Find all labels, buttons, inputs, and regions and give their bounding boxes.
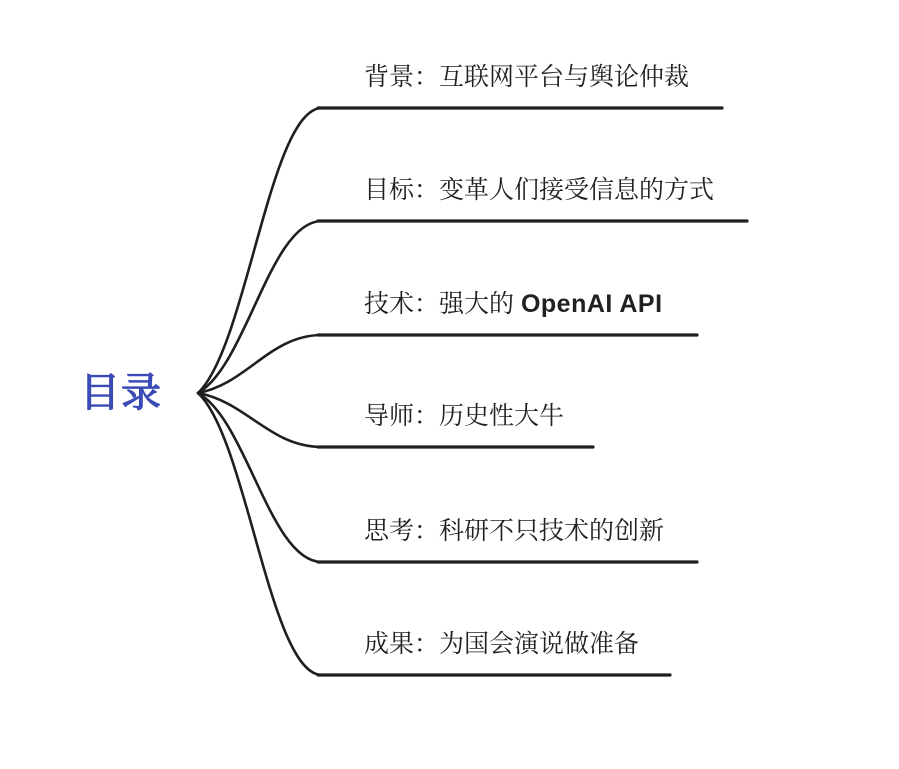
branch-topic[interactable] bbox=[364, 59, 689, 95]
branch-topic-text: 导师：历史性大牛 bbox=[364, 402, 565, 430]
branch-topic-text: 思考：科研不只技术的创新 bbox=[364, 517, 665, 545]
branch-topic-text: 成果：为国会演说做准备 bbox=[364, 630, 640, 658]
branch-topic[interactable] bbox=[364, 626, 639, 662]
branch-topic[interactable] bbox=[364, 398, 564, 434]
branch-topic-text: 目标：变革人们接受信息的方式 bbox=[364, 176, 715, 204]
branch-topic[interactable] bbox=[364, 513, 664, 549]
branch-topic-text: 技术：强大的 bbox=[364, 290, 521, 318]
branch-curve bbox=[198, 108, 322, 393]
root-topic[interactable]: 目录 bbox=[80, 371, 162, 415]
branch-topic[interactable] bbox=[364, 286, 663, 322]
branch-topic-text: 背景：互联网平台与舆论仲裁 bbox=[364, 63, 690, 91]
branch-topic[interactable] bbox=[364, 172, 714, 208]
branch-topic-bold-text: OpenAI API bbox=[520, 290, 663, 318]
branch-curve bbox=[198, 393, 322, 675]
